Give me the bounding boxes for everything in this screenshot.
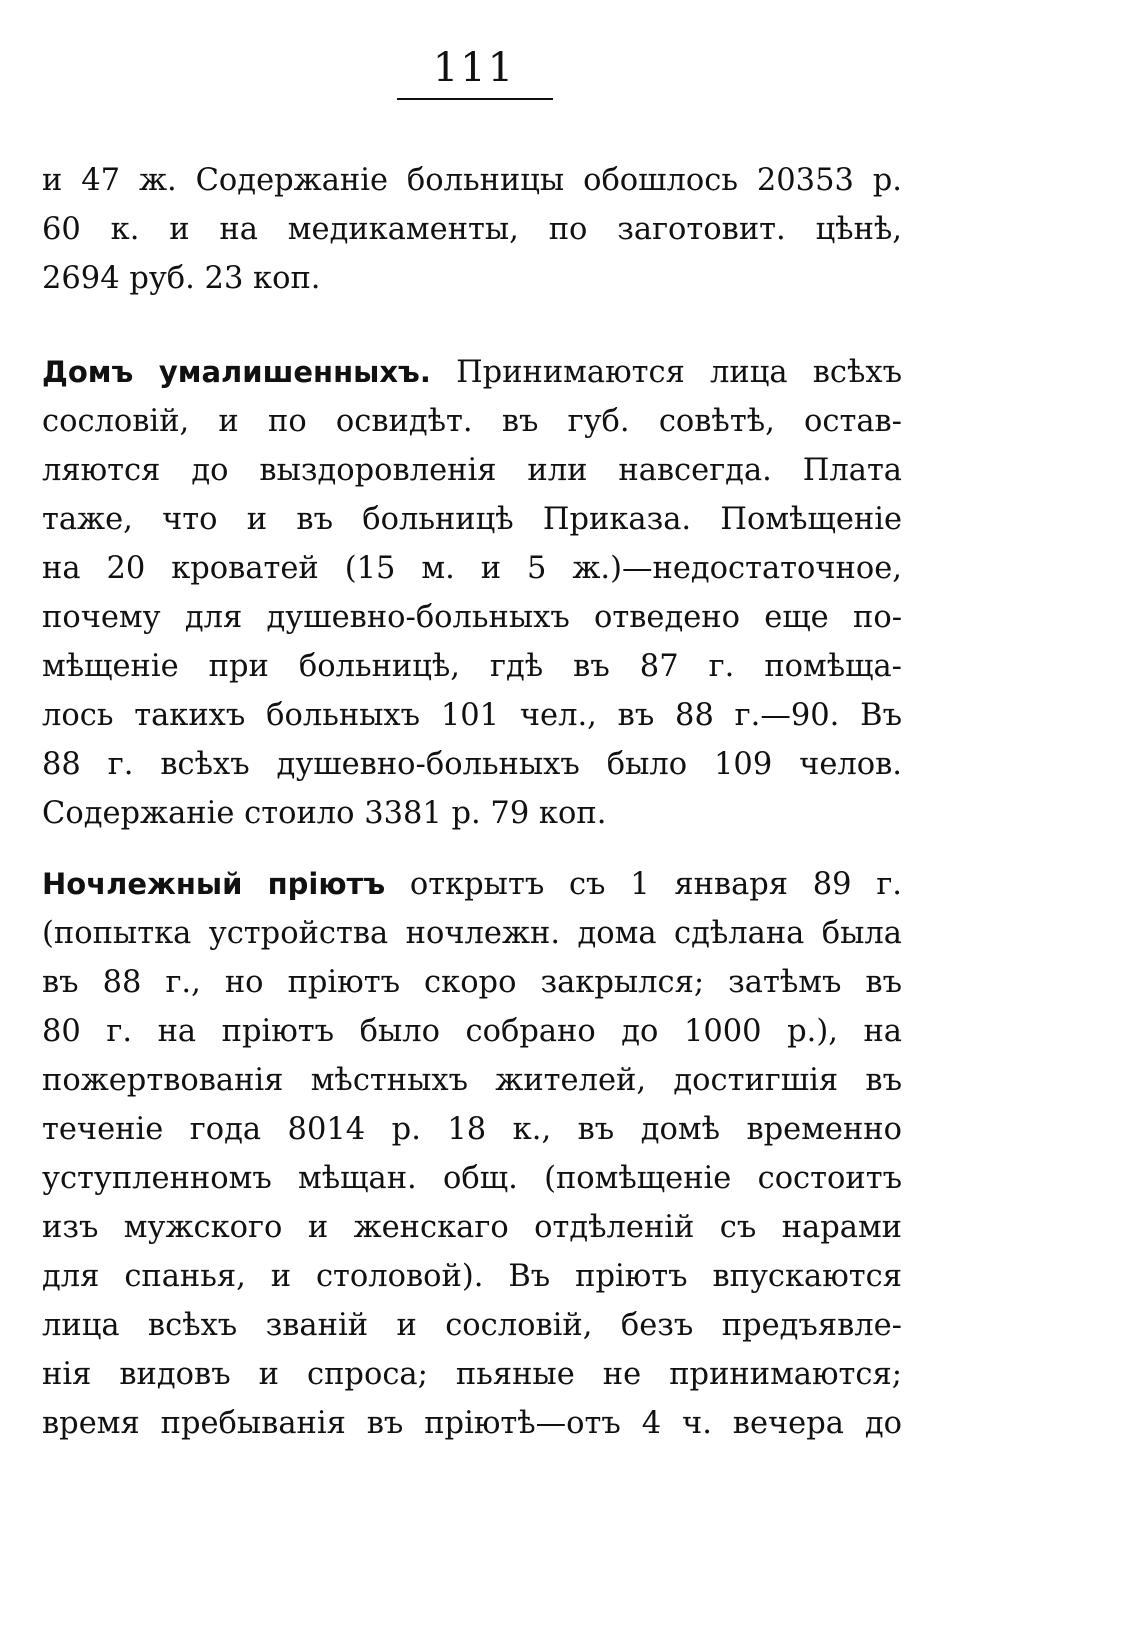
page-number: 111 — [432, 45, 516, 91]
text-line: ляются до выздоровленія или навсегда. Плата — [42, 453, 902, 488]
text-line: уступленномъ мѣщан. общ. (помѣщеніе состоитъ — [42, 1161, 902, 1196]
text-line: почему для душевно-больныхъ отведено еще по- — [42, 600, 902, 635]
text-line: теченіе года 8014 р. 18 к., въ домѣ временно — [42, 1112, 902, 1147]
section-heading-shelter: Ночлежный пріютъ — [42, 867, 386, 901]
text-line — [42, 348, 902, 397]
text-line: сословій, и по освидѣт. въ губ. совѣтѣ, остав- — [42, 404, 902, 439]
text-line: мѣщеніе при больницѣ, гдѣ въ 87 г. помѣща- — [42, 649, 902, 684]
text-line — [42, 860, 902, 909]
paragraph-asylum — [42, 348, 902, 838]
text-run: открытъ съ 1 января 89 г. — [385, 867, 902, 902]
text-line: время пребыванія въ пріютѣ—отъ 4 ч. вечера до — [42, 1406, 902, 1441]
text-line: и 47 ж. Содержаніе больницы обошлось 20353 р. — [42, 163, 902, 198]
text-run: Принимаются лица всѣхъ — [430, 355, 902, 390]
text-line: 88 г. всѣхъ душевно-больныхъ было 109 челов. — [42, 747, 902, 782]
paragraph-hospital-costs — [42, 156, 902, 303]
text-line: на 20 кроватей (15 м. и 5 ж.)—недостаточное, — [42, 551, 902, 586]
page-number-rule — [397, 98, 553, 100]
paragraph-night-shelter — [42, 860, 902, 1448]
text-line: въ 88 г., но пріютъ скоро закрылся; затѣмъ въ — [42, 965, 902, 1000]
text-line: 2694 руб. 23 коп. — [42, 261, 321, 296]
text-line: 80 г. на пріютъ было собрано до 1000 р.), на — [42, 1014, 902, 1049]
text-line: 60 к. и на медикаменты, по заготовит. цѣнѣ, — [42, 212, 902, 247]
text-line: (попытка устройства ночлежн. дома сдѣлана была — [42, 916, 902, 951]
text-line: Содержаніе стоило 3381 р. 79 коп. — [42, 796, 607, 831]
text-line: пожертвованія мѣстныхъ жителей, достигшія въ — [42, 1063, 902, 1098]
text-line: таже, что и въ больницѣ Приказа. Помѣщеніе — [42, 502, 902, 537]
section-heading-asylum: Домъ умалишенныхъ. — [42, 355, 431, 389]
text-line: изъ мужского и женскаго отдѣленій съ нарами — [42, 1210, 902, 1245]
text-line: для спанья, и столовой). Въ пріютъ впускаются — [42, 1259, 902, 1294]
text-line: нія видовъ и спроса; пьяные не принимаются; — [42, 1357, 902, 1392]
text-line: лось такихъ больныхъ 101 чел., въ 88 г.—90. Въ — [42, 698, 902, 733]
text-line: лица всѣхъ званій и сословій, безъ предъявле- — [42, 1308, 902, 1343]
